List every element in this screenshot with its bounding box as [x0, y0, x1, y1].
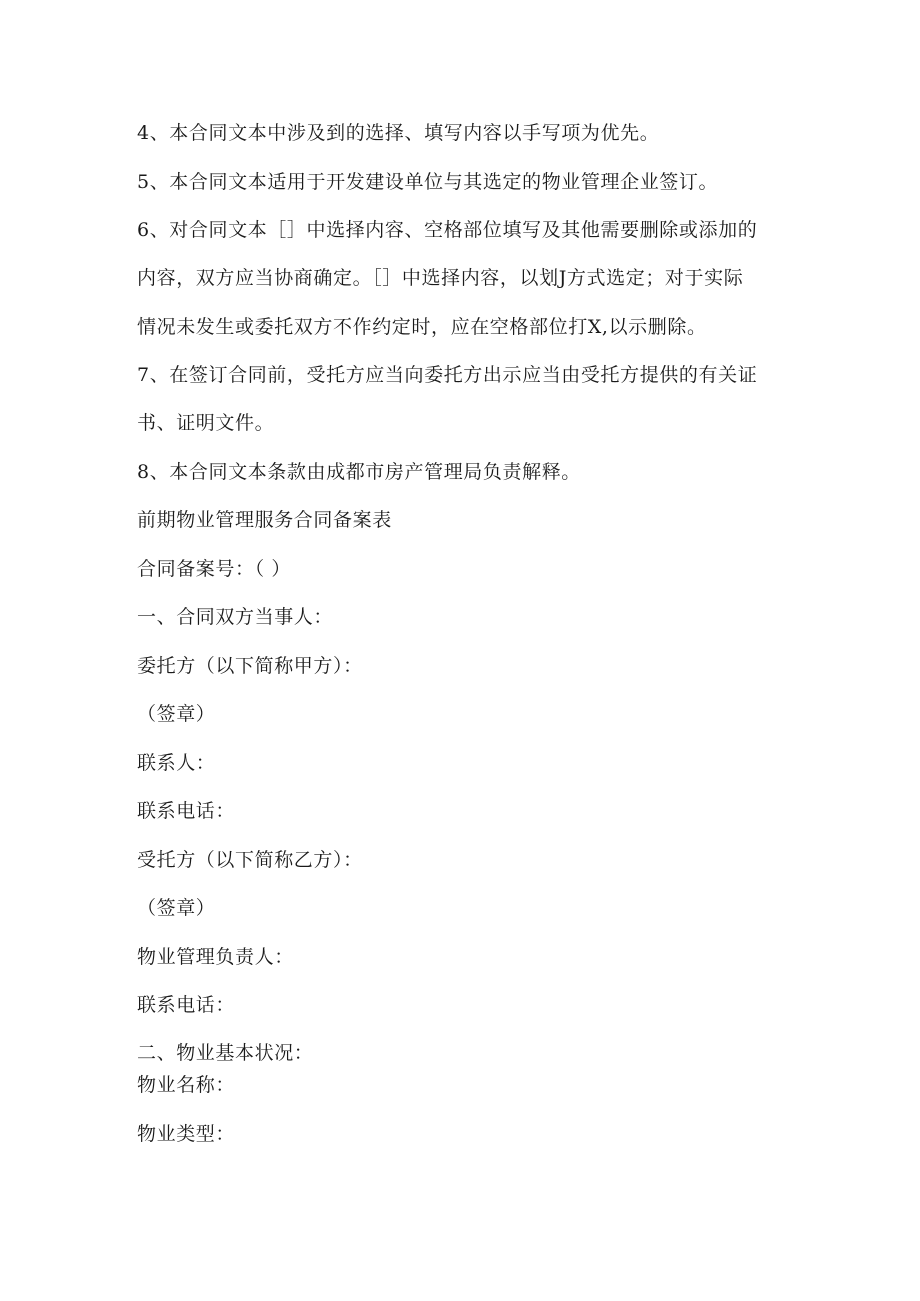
- party-b-phone-field: 联系电话：: [137, 994, 236, 1016]
- note-4: 4、本合同文本中涉及到的选择、填写内容以手写项为优先。: [137, 122, 660, 144]
- form-title: 前期物业管理服务合同备案表: [137, 509, 392, 531]
- note-5: 5、本合同文本适用于开发建设单位与其选定的物业管理企业签订。: [137, 171, 719, 193]
- note-7-line-2: 书、证明文件。: [137, 412, 275, 434]
- note-8: 8、本合同文本条款由成都市房产管理局负责解释。: [137, 461, 581, 483]
- note-6-line-3: 情况未发生或委托双方不作约定时，应在空格部位打X,以示删除。: [137, 316, 707, 338]
- note-6-line-2: 内容，双方应当协商确定。［］中选择内容，以划J方式选定；对于实际: [137, 267, 744, 289]
- party-b-label: 受托方（以下简称乙方）：: [137, 849, 363, 871]
- property-type-field: 物业类型：: [137, 1123, 236, 1145]
- note-7-line-1: 7、在签订合同前，受托方应当向委托方出示应当由受托方提供的有关证: [137, 364, 758, 386]
- property-name-field: 物业名称：: [137, 1074, 236, 1096]
- party-b-manager-field: 物业管理负责人：: [137, 946, 294, 968]
- note-6-line-1: 6、对合同文本［］中选择内容、空格部位填写及其他需要删除或添加的: [137, 219, 758, 241]
- party-a-label: 委托方（以下简称甲方）：: [137, 655, 363, 677]
- party-a-seal: （签章）: [137, 703, 216, 725]
- party-a-phone-field: 联系电话：: [137, 800, 236, 822]
- record-number-field: 合同备案号：（ ）: [137, 558, 291, 580]
- section-property-heading: 二、物业基本状况：: [137, 1042, 314, 1064]
- party-a-contact-field: 联系人：: [137, 752, 216, 774]
- section-parties-heading: 一、合同双方当事人：: [137, 606, 334, 628]
- party-b-seal: （签章）: [137, 897, 216, 919]
